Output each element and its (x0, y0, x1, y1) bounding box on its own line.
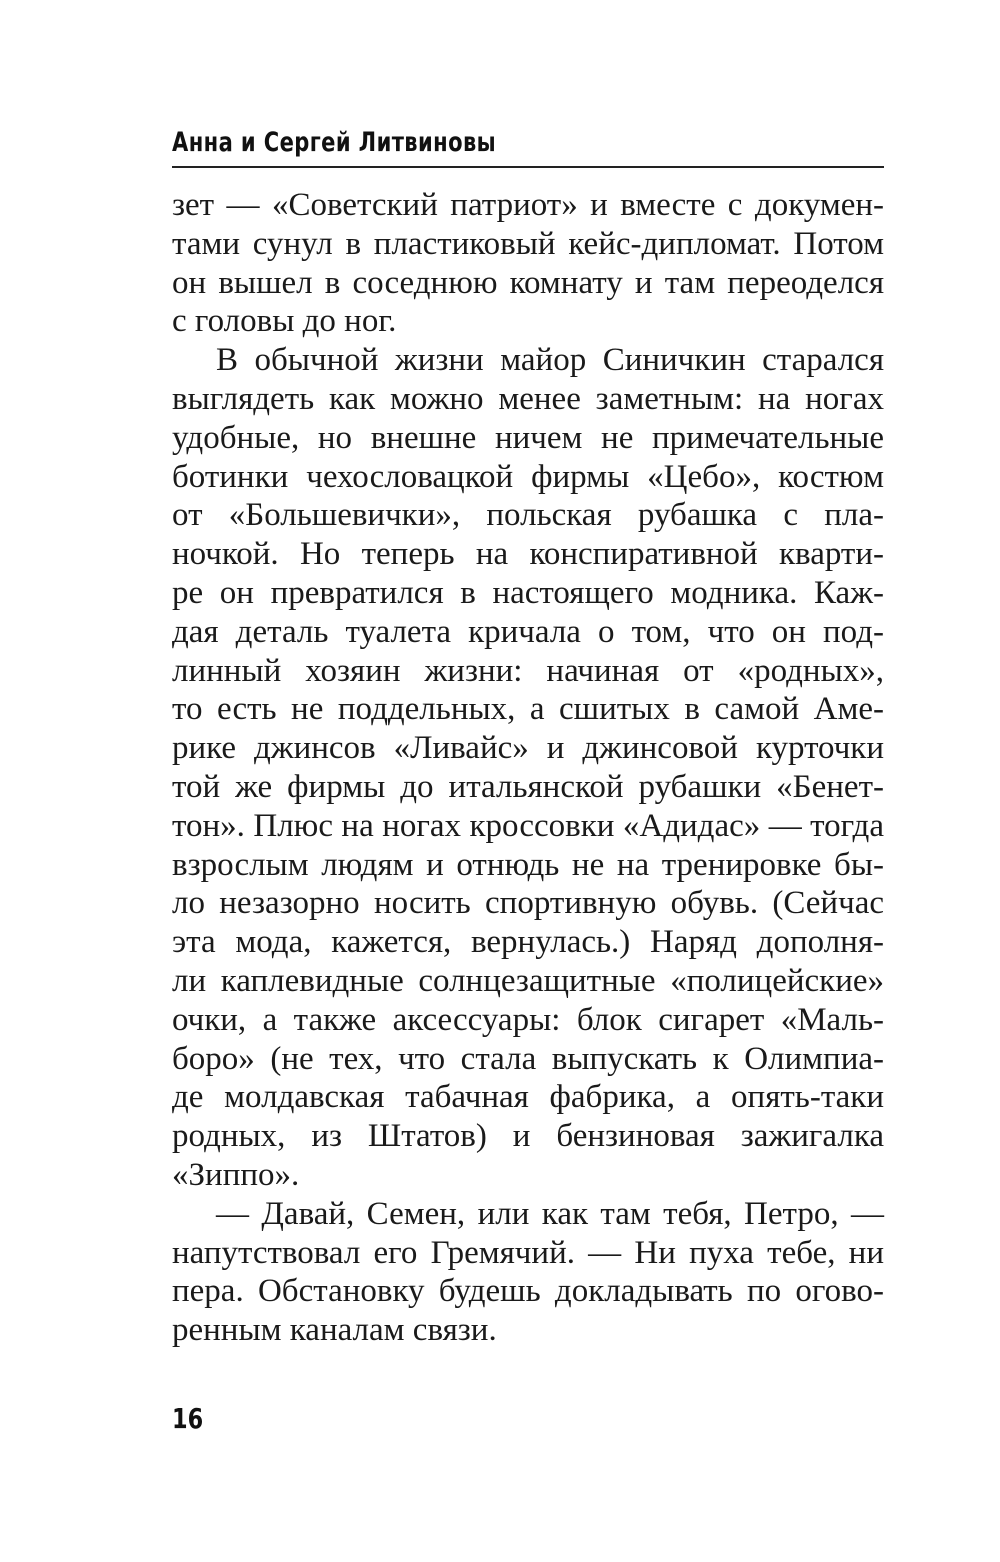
text-line: рике джинсов «Ливайс» и джинсовой курточки (172, 730, 884, 767)
text-line: он вышел в соседнюю комнату и там переоделся (172, 264, 884, 301)
text-line: зет — «Советский патриот» и вместе с докумен- (172, 187, 884, 223)
text-line: напутствовал его Гремячий. — Ни пуха тебе, ни (172, 1234, 884, 1271)
text-line: родных, из Штатов) и бензиновая зажигалка (172, 1118, 884, 1155)
text-line: — Давай, Семен, или как там тебя, Петро, — (216, 1195, 884, 1232)
text-line: с головы до ног. (172, 303, 397, 340)
paragraph (172, 341, 884, 1195)
text-line: эта мода, кажется, вернулась.) Наряд дополня- (172, 924, 884, 961)
body-text (172, 186, 884, 1350)
text-line: «Зиппо». (172, 1156, 300, 1193)
text-line: ботинки чехословацкой фирмы «Цебо», костюм (172, 458, 884, 495)
text-line: ночкой. Но теперь на конспиративной кварти- (172, 536, 884, 573)
text-line: то есть не поддельных, а сшитых в самой Аме- (172, 691, 884, 728)
text-line: де молдавская табачная фабрика, а опять-таки (172, 1079, 884, 1116)
header-rule (172, 166, 884, 168)
text-line: взрослым людям и отнюдь не на тренировке бы- (172, 846, 884, 883)
text-line: тами сунул в пластиковый кейс-дипломат. Потом (172, 225, 884, 262)
text-line: ло незазорно носить спортивную обувь. (Сейчас (172, 885, 884, 922)
text-line: ли каплевидные солнцезащитные «полицейские» (172, 962, 884, 999)
text-line: очки, а также аксессуары: блок сигарет «Маль- (172, 1001, 884, 1038)
text-line: удобные, но внешне ничем не примечательные (172, 419, 884, 456)
text-line: ренным каналам связи. (172, 1312, 497, 1349)
text-line: тон». Плюс на ногах кроссовки «Адидас» — тогда (172, 807, 884, 844)
text-line: боро» (не тех, что стала выпускать к Олимпиа- (172, 1040, 884, 1077)
paragraph (172, 1195, 884, 1350)
text-line: пера. Обстановку будешь докладывать по огово- (172, 1273, 884, 1310)
text-line: ре он превратился в настоящего модника. Каж- (172, 574, 884, 611)
running-header: Анна и Сергей Литвиновы (172, 127, 497, 158)
paragraph (172, 186, 884, 341)
text-line: дая деталь туалета кричала о том, что он под- (172, 613, 884, 650)
text-line: В обычной жизни майор Синичкин старался (216, 342, 884, 379)
text-line: от «Большевички», польская рубашка с пла- (172, 497, 884, 534)
text-line: той же фирмы до итальянской рубашки «Бенет- (172, 768, 884, 805)
text-line: выглядеть как можно менее заметным: на ногах (172, 380, 884, 417)
text-line: линный хозяин жизни: начиная от «родных», (172, 652, 884, 689)
page-number: 16 (172, 1402, 204, 1435)
